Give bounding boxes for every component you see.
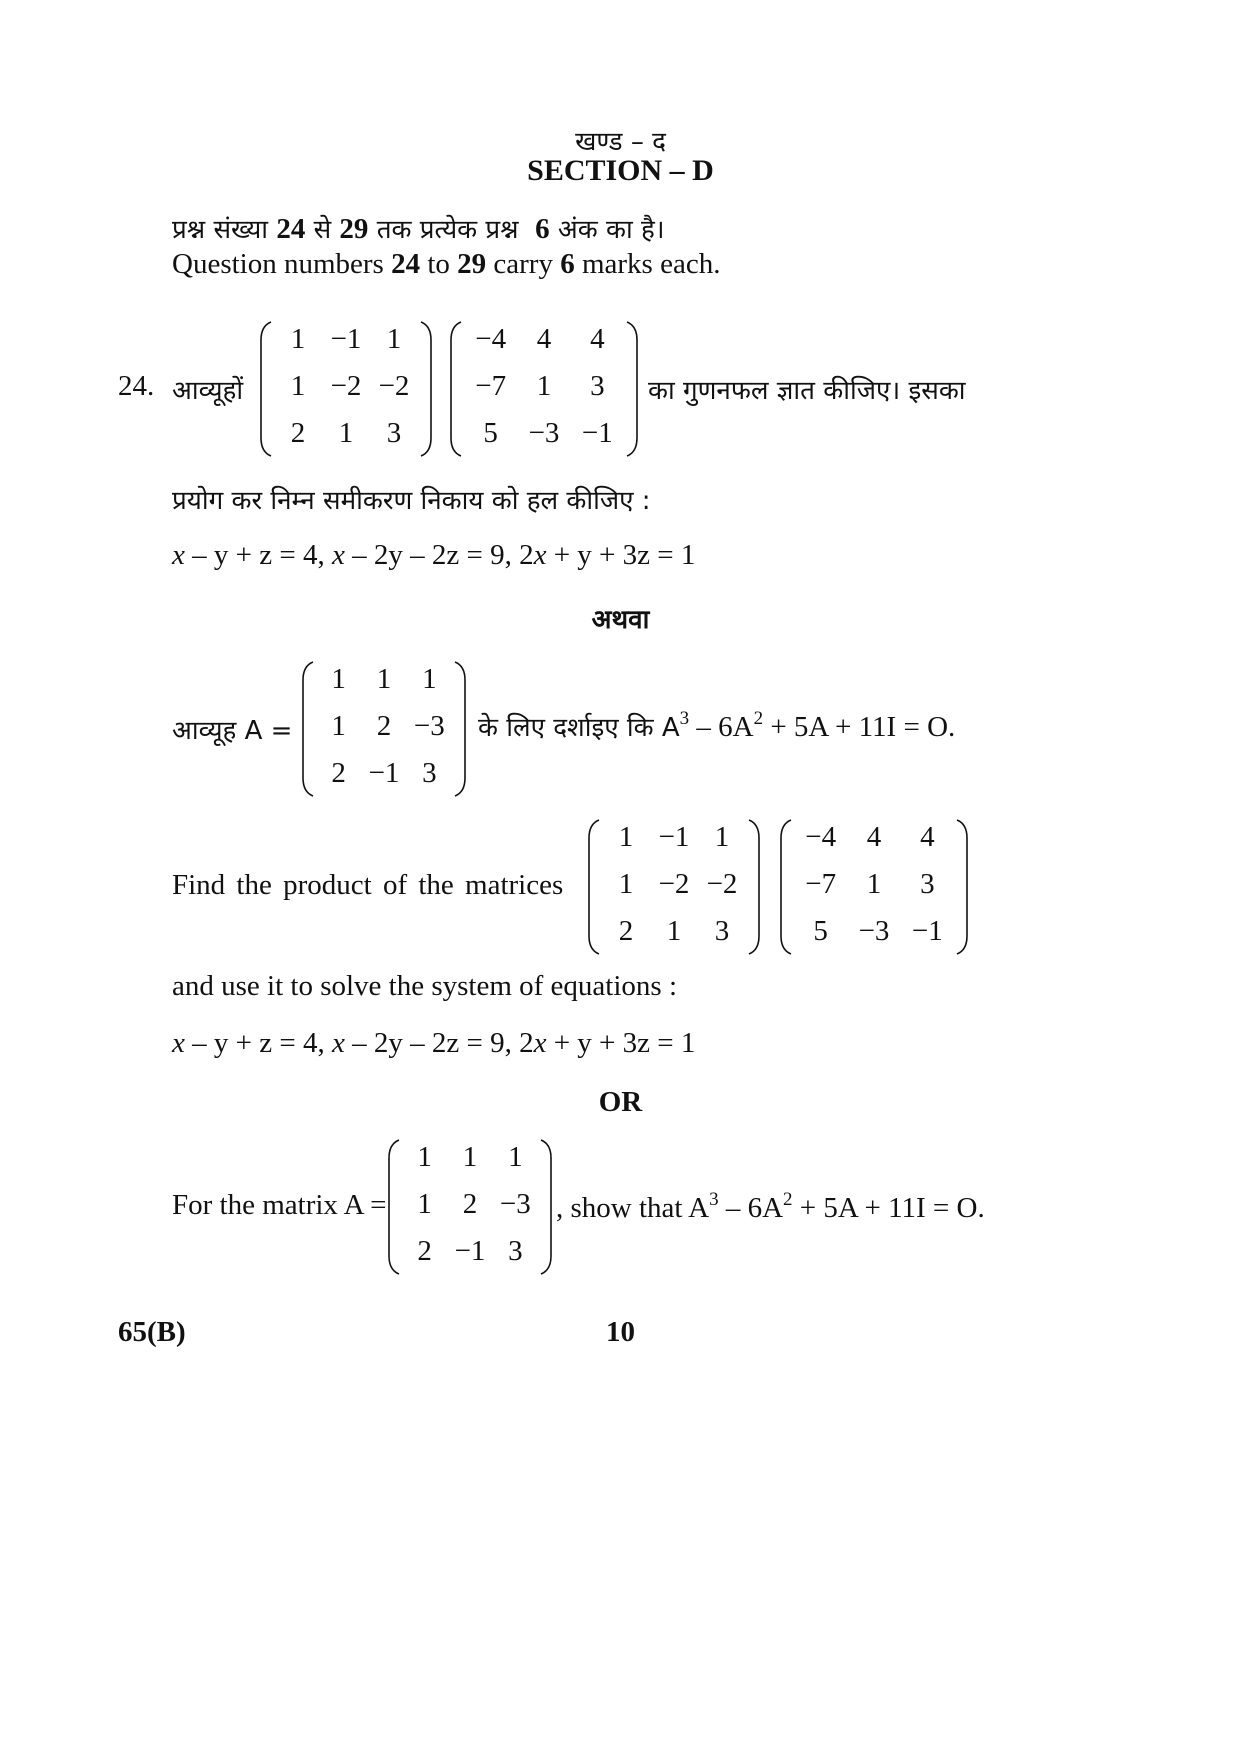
- hindi-matrices-word: आव्यूहों: [172, 376, 244, 406]
- matrix-m1-hindi: [258, 320, 434, 458]
- variable-x: x: [331, 1027, 345, 1059]
- matrix-cell: −7: [475, 370, 507, 402]
- equations-english: [172, 1027, 695, 1060]
- matrix-cell: −3: [499, 1188, 531, 1220]
- matrix-cell: −1: [330, 323, 362, 355]
- exponent: 3: [679, 708, 690, 729]
- question-number: 24.: [118, 370, 155, 402]
- variable-x: x: [533, 539, 547, 571]
- identity-prefix: के लिए दर्शाइए कि A: [478, 713, 680, 743]
- instruction-text: तक प्रत्येक प्रश्न: [376, 215, 519, 245]
- equation-part: – y + z = 4,: [184, 1027, 332, 1059]
- hindi-solve-text: प्रयोग कर निम्न समीकरण निकाय को हल कीजिए :: [172, 486, 651, 516]
- identity-prefix: , show that A: [556, 1192, 710, 1224]
- instruction-number: 24: [391, 248, 421, 280]
- equation-part: + y + 3z = 1: [546, 1027, 696, 1059]
- instruction-text: प्रश्न संख्या: [172, 215, 269, 245]
- matrix-cell: 1: [331, 710, 346, 742]
- variable-x: x: [533, 1027, 547, 1059]
- instruction-text: Question numbers: [172, 248, 384, 280]
- matrix-cell: −1: [581, 417, 613, 449]
- exponent: 2: [753, 708, 764, 729]
- matrix-a-hindi: [300, 660, 468, 798]
- matrix-cell: −1: [911, 915, 943, 947]
- matrix-cell: −2: [330, 370, 362, 402]
- identity-part: – 6A: [689, 711, 754, 743]
- equation-part: – 2y – 2z = 9, 2: [344, 539, 534, 571]
- variable-x: x: [172, 1027, 185, 1059]
- instruction-text: अंक का है।: [557, 215, 665, 245]
- matrix-cell: 1: [536, 370, 552, 402]
- matrix-cell: 3: [920, 868, 935, 900]
- english-matrix-label: For the matrix A =: [172, 1189, 387, 1221]
- matrix-cell: 1: [714, 821, 730, 853]
- matrix-cell: −2: [378, 370, 410, 402]
- matrix-cell: 1: [417, 1141, 432, 1173]
- or-english: OR: [598, 1086, 643, 1118]
- matrix-cell: 1: [866, 868, 882, 900]
- matrix-cell: 1: [666, 915, 682, 947]
- matrix-cell: −2: [658, 868, 690, 900]
- section-title-hindi: खण्ड – द: [575, 127, 666, 157]
- matrix-cell: 1: [508, 1141, 523, 1173]
- matrix-cell: −3: [528, 417, 560, 449]
- matrix-cell: 4: [536, 323, 552, 355]
- matrix-cell: 1: [331, 663, 346, 695]
- section-title: SECTION – D: [527, 154, 714, 187]
- hindi-product-text: का गुणनफल ज्ञात कीजिए। इसका: [648, 376, 966, 406]
- matrix-cell: 1: [618, 821, 634, 853]
- matrix-cell: 5: [813, 915, 828, 947]
- matrix-cell: 3: [590, 370, 605, 402]
- matrix-cell: −1: [454, 1235, 486, 1267]
- variable-x: x: [331, 539, 345, 571]
- instruction-number: 6: [535, 213, 550, 245]
- matrix-cell: −2: [706, 868, 738, 900]
- matrix-m1-english: [586, 818, 762, 956]
- instruction-number: 29: [339, 213, 369, 245]
- instruction-text: से: [313, 215, 332, 245]
- matrix-cell: 4: [866, 821, 882, 853]
- instruction-hindi: [172, 210, 665, 246]
- hindi-identity-text: [478, 708, 955, 744]
- matrix-cell: 2: [331, 757, 346, 789]
- matrix-m2-hindi: [448, 320, 640, 458]
- instruction-number: 29: [457, 248, 487, 280]
- matrix-cell: 1: [618, 868, 634, 900]
- matrix-cell: −1: [658, 821, 690, 853]
- identity-part: – 6A: [718, 1192, 784, 1224]
- matrix-cell: 2: [462, 1188, 478, 1220]
- matrix-cell: −3: [413, 710, 445, 742]
- matrix-cell: −1: [368, 757, 400, 789]
- matrix-cell: 1: [290, 370, 306, 402]
- instruction-text: to: [427, 248, 450, 280]
- matrix-cell: 3: [422, 757, 437, 789]
- matrix-cell: 1: [417, 1188, 432, 1220]
- matrix-cell: 3: [714, 915, 730, 947]
- matrix-cell: 5: [483, 417, 498, 449]
- matrix-cell: 3: [386, 417, 402, 449]
- matrix-cell: 1: [386, 323, 402, 355]
- matrix-a-english: [386, 1138, 554, 1276]
- matrix-cell: 4: [920, 821, 935, 853]
- matrix-cell: 1: [290, 323, 306, 355]
- equations-hindi: [172, 539, 695, 572]
- exponent: 2: [783, 1189, 793, 1210]
- matrix-cell: −4: [805, 821, 837, 853]
- matrix-cell: −3: [858, 915, 890, 947]
- page-number: 10: [606, 1316, 635, 1348]
- matrix-cell: −4: [475, 323, 507, 355]
- matrix-cell: 1: [376, 663, 392, 695]
- instruction-number: 6: [560, 248, 575, 280]
- matrix-cell: 2: [376, 710, 392, 742]
- equation-part: – y + z = 4,: [184, 539, 332, 571]
- paper-code: 65(B): [118, 1316, 186, 1348]
- instruction-text: carry: [493, 248, 553, 280]
- or-hindi: अथवा: [591, 605, 650, 635]
- matrix-cell: 4: [590, 323, 605, 355]
- english-solve-text: and use it to solve the system of equations :: [172, 970, 678, 1002]
- matrix-cell: 2: [290, 417, 306, 449]
- identity-part: + 5A + 11I = O.: [792, 1192, 985, 1224]
- matrix-cell: 3: [508, 1235, 523, 1267]
- identity-part: + 5A + 11I = O.: [763, 711, 956, 743]
- matrix-cell: 1: [338, 417, 354, 449]
- matrix-cell: 1: [422, 663, 437, 695]
- matrix-m2-english: [778, 818, 970, 956]
- matrix-cell: 2: [417, 1235, 432, 1267]
- instruction-text: marks each.: [581, 248, 721, 280]
- english-find-text: Find the product of the matrices: [172, 869, 564, 901]
- exponent: 3: [709, 1189, 719, 1210]
- english-identity-text: [556, 1189, 985, 1225]
- equation-part: + y + 3z = 1: [546, 539, 696, 571]
- matrix-cell: 1: [462, 1141, 478, 1173]
- matrix-cell: −7: [805, 868, 837, 900]
- variable-x: x: [172, 539, 185, 571]
- instruction-english: [172, 248, 720, 281]
- matrix-a-label: आव्यूह A =: [172, 716, 293, 746]
- hindi-matrix-label: [172, 711, 292, 747]
- matrix-cell: 2: [618, 915, 634, 947]
- instruction-number: 24: [276, 213, 306, 245]
- equation-part: – 2y – 2z = 9, 2: [344, 1027, 534, 1059]
